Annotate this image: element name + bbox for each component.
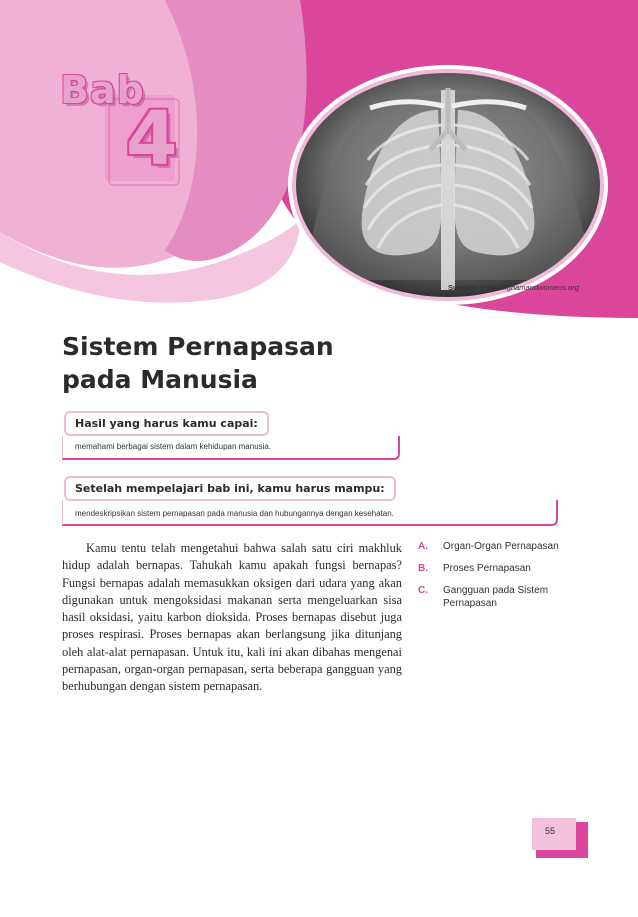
photo-source-label: Sumber: [448, 283, 479, 292]
page-number-tab [532, 818, 592, 862]
photo-source-url: www.brighamandwomens.org [480, 283, 579, 292]
chapter-number: 4 [126, 96, 178, 182]
page-number: 55 [545, 826, 556, 836]
chapter-title-line1: Sistem Pernapasan [62, 332, 334, 361]
goal-heading: Hasil yang harus kamu capai: [66, 413, 267, 434]
outline-letter: B. [418, 563, 428, 574]
header-decoration [0, 0, 638, 320]
goal-text: memahami berbagai sistem dalam kehidupan manusia. [75, 442, 272, 451]
intro-paragraph: Kamu tentu telah mengetahui bahwa salah satu ciri makhluk hidup adalah bernapas. Tahukah kamu apakah fungsi bernapas? Fungsi bernapas adalah memasukkan oksigen dari udara yang akan digunakan untuk mengoksidasi makanan serta mengeluarkan sisa hasil oksidasi, yaitu karbon dioksida. Proses bernapas disebut juga proses respirasi. Proses bernapas akan berlangsung jika ditunjang oleh alat-alat pernapasan. Untuk itu, kali ini akan dibahas mengenai pernapasan, organ-organ pernapasan, serta beberapa gangguan yang berhubungan dengan sistem pernapasan. [62, 541, 402, 694]
outline-text: Gangguan pada Sistem Pernapasan [443, 585, 549, 609]
chapter-outline [418, 540, 588, 619]
outline-text: Organ-Organ Pernapasan [443, 541, 559, 552]
outline-letter: A. [418, 541, 428, 552]
chapter-title [62, 330, 334, 396]
outline-item [418, 562, 588, 575]
goal-box [62, 436, 400, 460]
photo-source [448, 283, 579, 292]
outline-text: Proses Pernapasan [443, 563, 531, 574]
chapter-title-line2: pada Manusia [62, 365, 258, 394]
outline-item [418, 584, 588, 610]
outline-letter: C. [418, 585, 428, 596]
outline-item [418, 540, 588, 553]
objective-heading: Setelah mempelajari bab ini, kamu harus mampu: [66, 478, 394, 499]
objective-text: mendeskripsikan sistem pernapasan pada manusia dan hubungannya dengan kesehatan. [75, 509, 394, 518]
chapter-label: Bab [60, 68, 145, 112]
objective-box [62, 500, 558, 526]
